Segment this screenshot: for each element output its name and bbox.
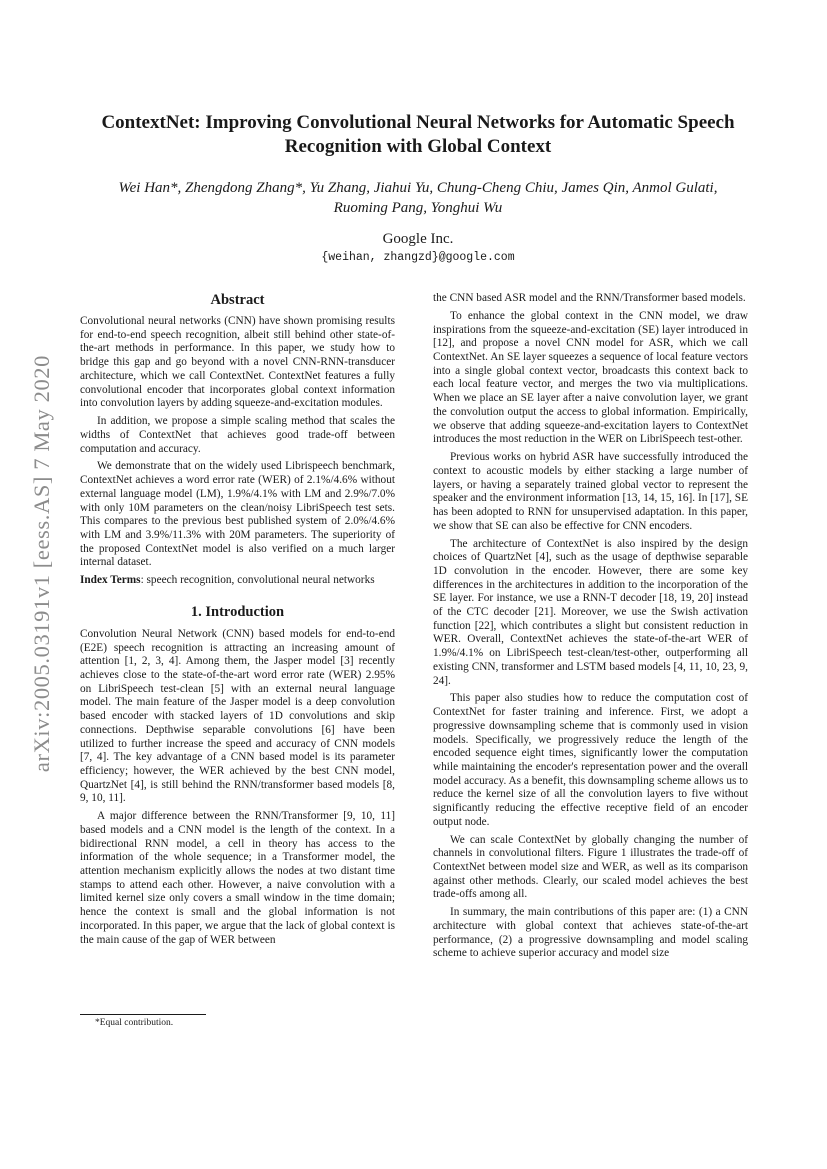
arxiv-margin-identifier: arXiv:2005.03191v1 [eess.AS] 7 May 2020 bbox=[29, 355, 54, 773]
introduction-heading: 1. Introduction bbox=[190, 603, 285, 620]
author-email: {weihan, zhangzd}@google.com bbox=[321, 251, 515, 264]
index-terms-text: : speech recognition, convolutional neural networks bbox=[140, 574, 375, 587]
footnote: *Equal contribution. bbox=[95, 1018, 174, 1028]
author-list bbox=[80, 178, 756, 218]
footnote-rule bbox=[80, 1014, 206, 1015]
authors-line-2: Ruoming Pang, Yonghui Wu bbox=[333, 200, 503, 216]
title-line-1: ContextNet: Improving Convolutional Neural Networks for Automatic Speech bbox=[101, 112, 735, 133]
body-paragraph: This paper also studies how to reduce the computation cost of ContextNet for faster training and inference. First, we adopt a progressive downsampling scheme that is commonly used in vision models. Specifically, we progressively reduce the length of the encoded sequence eight times, significantly lower the computation while maintaining the encoder's representation power and the overall model accuracy. As a benefit, this downsampling scheme allows us to reduce the kernel size of all the convolution layers to five without significantly reducing the effective receptive field of an encoder output node. bbox=[433, 692, 748, 828]
abstract-paragraph: We demonstrate that on the widely used Librispeech benchmark, ContextNet achieves a word error rate (WER) of 2.1%/4.6% without external language model (LM), 1.9%/4.1% with LM and 2.9%/7.0% with only 10M parameters on the clean/noisy LibriSpeech test sets. This compares to the previous best published system of 2.0%/4.6% with LM and 3.9%/11.3% with 20M parameters. The superiority of the proposed ContextNet model is also verified on a much larger internal dataset. bbox=[80, 460, 395, 569]
abstract-paragraph: Convolutional neural networks (CNN) have shown promising results for end-to-end speech recognition, albeit still behind other state-of-the-art methods in performance. In this paper, we study how to bridge this gap and go beyond with a novel CNN-RNN-transducer architecture, which we call ContextNet. ContextNet features a fully convolutional encoder that incorporates global context information into convolution layers by adding squeeze-and-excitation modules. bbox=[80, 315, 395, 410]
authors-line-1: Wei Han*, Zhengdong Zhang*, Yu Zhang, Jiahui Yu, Chung-Cheng Chiu, James Qin, Anmol Gulati, bbox=[118, 180, 718, 196]
affiliation: Google Inc. bbox=[382, 231, 454, 247]
right-column bbox=[433, 292, 748, 965]
paper-title bbox=[80, 111, 756, 159]
body-paragraph: In summary, the main contributions of this paper are: (1) a CNN architecture with global context that achieves state-of-the-art performance, (2) a progressive downsampling and model scaling scheme to achieve superior accuracy and model size bbox=[433, 906, 748, 960]
abstract-paragraph: In addition, we propose a simple scaling method that scales the widths of ContextNet that achieves good trade-off between computation and accuracy. bbox=[80, 415, 395, 455]
body-paragraph: the CNN based ASR model and the RNN/Transformer based models. bbox=[433, 292, 746, 304]
body-paragraph: To enhance the global context in the CNN model, we draw inspirations from the squeeze-and-excitation (SE) layer introduced in [12], and propose a novel CNN model for ASR, which we call ContextNet. An SE layer squeezes a sequence of local feature vectors into a single global context vector, broadcasts this context back to each local feature vector, and merges the two via multiplications. When we place an SE layer after a naive convolution layer, we grant the convolution output the access to global information. Empirically, we observe that adding squeeze-and-excitation layers to ContextNet introduces the most reduction in the WER on LibriSpeech test-other. bbox=[433, 309, 748, 446]
body-paragraph: Previous works on hybrid ASR have successfully introduced the context to acoustic models by either stacking a large number of layers, or having a separately trained global vector to represent the speaker and the environment information [13, 14, 15, 16]. In [17], SE has been adopted to RNN for unsupervised adaptation. In this paper, we show that SE can also be effective for CNN encoders. bbox=[433, 451, 748, 532]
index-terms bbox=[80, 574, 395, 588]
body-paragraph: We can scale ContextNet by globally changing the number of channels in convolutional filters. Figure 1 illustrates the trade-off of ContextNet between model size and WER, as well as its comparison against other methods. Clearly, our scaled model achieves the best trade-offs among all. bbox=[433, 833, 748, 901]
intro-paragraph: Convolution Neural Network (CNN) based models for end-to-end (E2E) speech recognition is attracting an increasing amount of attention [1, 2, 3, 4]. Among them, the Jasper model [3] recently achieves close to the state-of-the-art word error rate (WER) 2.95% on LibriSpeech test-clean [5] with an external neural language model. The main feature of the Jasper model is a deep convolution based encoder with stacked layers of 1D convolutions and skip connections. Depthwise separable convolutions [6] have been utilized to further increase the speed and accuracy of CNN models [7, 4]. The key advantage of a CNN based model is its parameter efficiency; however, the WER achieved by the best CNN model, QuartzNet [4], is still behind the RNN/transformer based models [8, 9, 10, 11]. bbox=[80, 627, 395, 805]
intro-paragraph: A major difference between the RNN/Transformer [9, 10, 11] based models and a CNN model is the length of the context. In a bidirectional RNN model, a cell in theory has access to the information of the whole sequence; in a Transformer model, the attention mechanism explicitly allows the nodes at two distant time stamps to attend each other. However, a naive convolution with a limited kernel size only covers a small window in the time domain; hence the context is small and the global information is not incorporated. In this paper, we argue that the lack of global context is the main cause of the gap of WER between bbox=[80, 810, 395, 946]
body-paragraph: The architecture of ContextNet is also inspired by the design choices of QuartzNet [4], such as the usage of depthwise separable 1D convolution in the encoder. However, there are some key differences in the architectures in addition to the incorporation of the SE layer. For instance, we use a RNN-T decoder [18, 19, 20] instead of the CTC decoder [21]. Moreover, we use the Swish activation function [22], which contributes a slight but consistent reduction in WER. Overall, ContextNet achieves the state-of-the-art WER of 1.9%/4.1% on LibriSpeech test-clean/test-other, outperforming all existing CNN, transformer and LSTM based models [4, 11, 10, 23, 9, 24]. bbox=[433, 537, 748, 687]
left-column bbox=[80, 290, 395, 951]
index-terms-label: Index Terms bbox=[80, 574, 141, 587]
abstract-heading: Abstract bbox=[210, 292, 265, 308]
title-line-2: Recognition with Global Context bbox=[284, 136, 552, 157]
